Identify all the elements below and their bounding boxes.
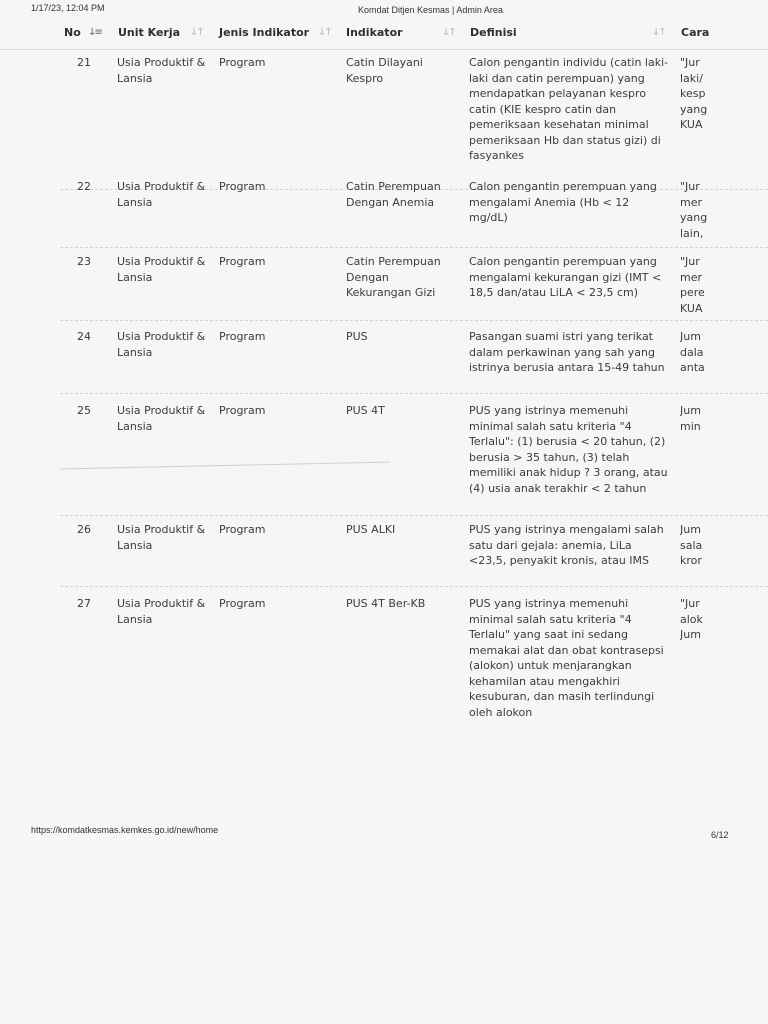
cell-jenis-indikator: Program (219, 523, 266, 536)
cell-unit-kerja: Usia Produktif & Lansia (117, 330, 206, 359)
cell-cara: "Jur alok Jum (680, 597, 703, 641)
table-row (60, 55, 768, 190)
cell-indikator: Catin Perempuan Dengan Kekurangan Gizi (346, 255, 441, 299)
cell-jenis-indikator: Program (219, 330, 266, 343)
indicator-table (0, 19, 768, 739)
table-row (60, 403, 768, 516)
cell-indikator: PUS ALKI (346, 523, 396, 536)
cell-unit-kerja: Usia Produktif & Lansia (117, 255, 206, 284)
print-header (0, 3, 768, 17)
column-header-unit-kerja[interactable]: Unit Kerja (118, 26, 181, 39)
cell-indikator: Catin Dilayani Kespro (346, 56, 423, 85)
print-datetime: 1/17/23, 12:04 PM (31, 3, 105, 13)
cell-definisi: Calon pengantin individu (catin laki-laki dan catin perempuan) yang mendapatkan pelayanan kespro catin (KIE kespro catin dan pemeriksaan kesehatan minimal pemeriksaan Hb dan status gizi) di fasyankes (469, 56, 669, 162)
cell-no: 26 (77, 523, 91, 536)
table-row (60, 522, 768, 587)
cell-indikator: PUS 4T Ber-KB (346, 597, 426, 610)
cell-jenis-indikator: Program (219, 56, 266, 69)
table-row (60, 596, 768, 726)
column-header-indikator[interactable]: Indikator (346, 26, 403, 39)
cell-no: 21 (77, 56, 91, 69)
cell-no: 24 (77, 330, 91, 343)
sort-icon[interactable]: ↓↑ (318, 27, 331, 38)
cell-unit-kerja: Usia Produktif & Lansia (117, 597, 206, 626)
cell-cara: "Jur mer pere KUA (680, 255, 705, 315)
sort-icon[interactable]: ↓↑ (190, 27, 203, 38)
column-header-jenis-indikator[interactable]: Jenis Indikator (219, 26, 310, 39)
cell-unit-kerja: Usia Produktif & Lansia (117, 56, 206, 85)
cell-cara: Jum sala kror (680, 523, 703, 567)
cell-indikator: Catin Perempuan Dengan Anemia (346, 180, 441, 209)
table-row (60, 179, 768, 248)
cell-definisi: PUS yang istrinya memenuhi minimal salah satu kriteria "4 Terlalu": (1) berusia < 20 tahun, (2) berusia > 35 tahun, (3) telah memiliki anak hidup ? 3 orang, atau (4) usia anak terakhir < 2 tahun (469, 404, 668, 495)
table-row (60, 254, 768, 321)
cell-definisi: Calon pengantin perempuan yang mengalami Anemia (Hb < 12 mg/dL) (469, 180, 657, 224)
cell-cara: "Jur laki/ kesp yang KUA (680, 56, 708, 131)
sort-icon[interactable]: ↓↑ (652, 27, 665, 38)
cell-unit-kerja: Usia Produktif & Lansia (117, 180, 206, 209)
cell-no: 25 (77, 404, 91, 417)
print-page-number: 6/12 (711, 830, 729, 840)
cell-definisi: PUS yang istrinya mengalami salah satu dari gejala: anemia, LiLa <23,5, penyakit kronis, atau IMS (469, 523, 664, 567)
column-header-definisi[interactable]: Definisi (470, 26, 517, 39)
sort-icon[interactable]: ↓↑ (442, 27, 455, 38)
column-header-cara[interactable]: Cara (681, 26, 710, 39)
cell-indikator: PUS (346, 330, 368, 343)
cell-indikator: PUS 4T (346, 404, 385, 417)
print-url: https://komdatkesmas.kemkes.go.id/new/home (31, 825, 219, 835)
cell-cara: Jum min (680, 404, 701, 433)
cell-unit-kerja: Usia Produktif & Lansia (117, 404, 206, 433)
cell-jenis-indikator: Program (219, 404, 266, 417)
column-header-no[interactable]: No (64, 26, 81, 39)
print-page-title: Komdat Ditjen Kesmas | Admin Area (358, 5, 503, 15)
sort-desc-icon[interactable]: ↓≡ (88, 27, 101, 38)
cell-definisi: PUS yang istrinya memenuhi minimal salah satu kriteria "4 Terlalu" yang saat ini sedang memakai alat dan obat kontrasepsi (alokon) untuk menjarangkan kehamilan atau mengakhiri kesuburan, dan masih terlindungi oleh alokon (469, 597, 664, 719)
cell-jenis-indikator: Program (219, 255, 266, 268)
cell-jenis-indikator: Program (219, 597, 266, 610)
cell-jenis-indikator: Program (219, 180, 266, 193)
table-row (60, 329, 768, 394)
table-header (0, 19, 768, 50)
cell-no: 23 (77, 255, 91, 268)
cell-definisi: Calon pengantin perempuan yang mengalami kekurangan gizi (IMT < 18,5 dan/atau LiLA < 23,5 cm) (469, 255, 662, 299)
cell-no: 22 (77, 180, 91, 193)
cell-cara: "Jur mer yang lain, (680, 180, 708, 240)
cell-definisi: Pasangan suami istri yang terikat dalam perkawinan yang sah yang istrinya berusia antara 15-49 tahun (469, 330, 665, 374)
cell-unit-kerja: Usia Produktif & Lansia (117, 523, 206, 552)
cell-cara: Jum dala anta (680, 330, 705, 374)
cell-no: 27 (77, 597, 91, 610)
